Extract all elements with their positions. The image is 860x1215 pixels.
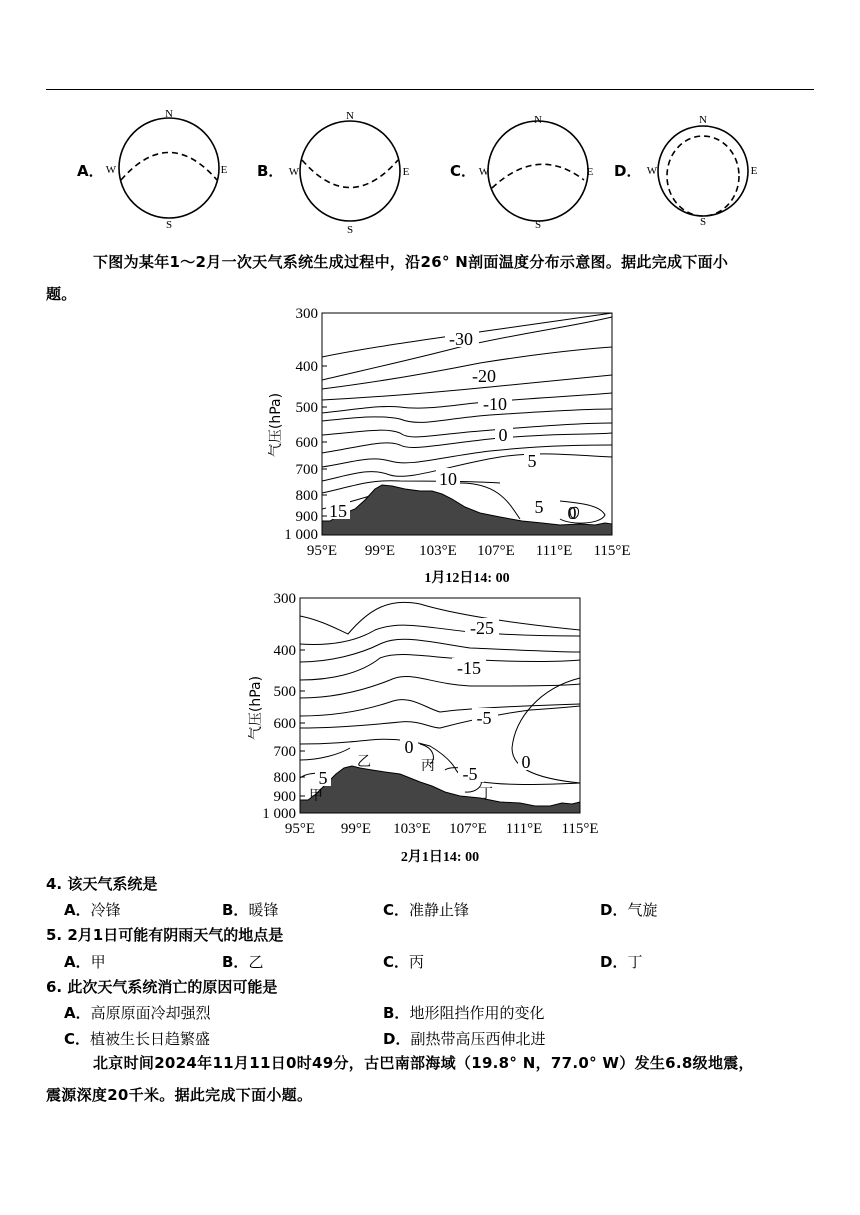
contour-label: 10 bbox=[439, 469, 457, 489]
globe-diagram-a bbox=[106, 108, 228, 231]
y-axis-label: 气压(hPa) bbox=[248, 675, 264, 741]
question-6 bbox=[46, 976, 277, 997]
q4-option-b[interactable]: B．暖锋 bbox=[222, 901, 279, 919]
x-tick: 95°E bbox=[306, 543, 338, 559]
y-tick: 1 000 bbox=[262, 806, 296, 822]
contour-label: 5 bbox=[534, 497, 544, 517]
contour-label: -10 bbox=[483, 394, 507, 414]
y-tick: 800 bbox=[295, 488, 318, 504]
contour-label: 5 bbox=[318, 768, 328, 788]
west-mark: W bbox=[646, 165, 658, 177]
x-tick: 99°E bbox=[364, 543, 396, 559]
x-tick: 111°E bbox=[535, 543, 573, 559]
y-tick: 500 bbox=[273, 684, 296, 700]
x-tick: 111°E bbox=[505, 821, 543, 837]
q4-option-d[interactable]: D．气旋 bbox=[600, 901, 658, 919]
y-tick: 600 bbox=[273, 716, 296, 732]
chart-feb1 bbox=[240, 588, 660, 868]
intro-line-2: 题。 bbox=[46, 285, 77, 303]
x-tick: 95°E bbox=[284, 821, 316, 837]
y-tick: 600 bbox=[295, 435, 318, 451]
contour-label: 0 bbox=[521, 752, 531, 772]
y-tick: 700 bbox=[295, 462, 318, 478]
y-tick: 900 bbox=[295, 509, 318, 525]
sun-path-diagrams bbox=[0, 100, 860, 235]
q5-option-d[interactable]: D．丁 bbox=[600, 953, 643, 971]
y-tick: 500 bbox=[295, 400, 318, 416]
x-tick: 103°E bbox=[393, 821, 431, 837]
y-tick: 900 bbox=[273, 789, 296, 805]
option-b-label[interactable]: B． bbox=[257, 162, 284, 180]
y-axis-label: 气压(hPa) bbox=[268, 392, 284, 458]
east-mark: E bbox=[586, 166, 594, 178]
y-tick: 1 000 bbox=[284, 527, 318, 543]
closing-line-2: 震源深度20千米。据此完成下面小题。 bbox=[46, 1086, 313, 1104]
south-mark: S bbox=[699, 216, 707, 228]
x-tick: 115°E bbox=[561, 821, 599, 837]
north-mark: N bbox=[165, 108, 173, 120]
q6-option-d[interactable]: D．副热带高压西伸北进 bbox=[383, 1030, 546, 1048]
contour-label: -5 bbox=[462, 764, 478, 784]
option-d-label[interactable]: D． bbox=[614, 162, 642, 180]
contour-label: 0 bbox=[498, 425, 508, 445]
chart-jan12 bbox=[260, 305, 655, 590]
header-rule bbox=[46, 89, 814, 90]
east-mark: E bbox=[750, 165, 758, 177]
question-number: 6. bbox=[46, 978, 63, 996]
question-number: 4. bbox=[46, 875, 63, 893]
point-yi: 乙 bbox=[357, 754, 371, 770]
q6-option-a[interactable]: A．高原原面冷却强烈 bbox=[64, 1004, 211, 1022]
east-mark: E bbox=[220, 164, 228, 176]
south-mark: S bbox=[165, 219, 173, 231]
question-text: 2月1日可能有阴雨天气的地点是 bbox=[67, 926, 284, 944]
x-tick: 99°E bbox=[340, 821, 372, 837]
question-4 bbox=[46, 873, 157, 894]
q4-option-c[interactable]: C．准静止锋 bbox=[383, 901, 470, 919]
contour-label: 5 bbox=[527, 451, 537, 471]
x-tick: 107°E bbox=[449, 821, 487, 837]
contour-label: -15 bbox=[457, 658, 481, 678]
point-ding: 丁 bbox=[479, 786, 493, 802]
south-mark: S bbox=[534, 219, 542, 231]
y-tick: 400 bbox=[295, 359, 318, 375]
question-number: 5. bbox=[46, 926, 63, 944]
contour-label: -20 bbox=[472, 366, 496, 386]
x-tick: 103°E bbox=[419, 543, 457, 559]
globe-diagram-d bbox=[647, 114, 758, 228]
question-text: 该天气系统是 bbox=[67, 875, 158, 893]
south-mark: S bbox=[346, 224, 354, 235]
north-mark: N bbox=[699, 114, 707, 126]
contour-label: -5 bbox=[476, 708, 492, 728]
x-tick: 115°E bbox=[593, 543, 631, 559]
contour-label: -25 bbox=[470, 618, 494, 638]
point-jia: 甲 bbox=[309, 788, 323, 804]
chart-title: 1月12日14: 00 bbox=[424, 571, 510, 586]
north-mark: N bbox=[346, 110, 354, 122]
option-a-label[interactable]: A． bbox=[77, 162, 104, 180]
contour-label: 0 bbox=[567, 503, 577, 523]
q5-option-b[interactable]: B．乙 bbox=[222, 953, 264, 971]
y-tick: 400 bbox=[273, 643, 296, 659]
q5-option-a[interactable]: A．甲 bbox=[64, 953, 106, 971]
q6-option-b[interactable]: B．地形阻挡作用的变化 bbox=[383, 1004, 545, 1022]
point-bing: 丙 bbox=[421, 758, 435, 774]
terrain-silhouette bbox=[300, 766, 580, 813]
x-tick: 107°E bbox=[477, 543, 515, 559]
contour-label: -30 bbox=[449, 329, 473, 349]
y-tick: 300 bbox=[295, 306, 318, 322]
option-c-label[interactable]: C． bbox=[450, 162, 477, 180]
q6-option-c[interactable]: C．植被生长日趋繁盛 bbox=[64, 1030, 211, 1048]
chart-title: 2月1日14: 00 bbox=[400, 850, 480, 865]
north-mark: N bbox=[534, 114, 542, 126]
west-mark: W bbox=[105, 164, 117, 176]
y-tick: 700 bbox=[273, 744, 296, 760]
west-mark: W bbox=[478, 166, 490, 178]
globe-diagram-b bbox=[289, 110, 410, 235]
y-tick: 800 bbox=[273, 770, 296, 786]
west-mark: W bbox=[288, 166, 300, 178]
contour-label: 0 bbox=[404, 737, 414, 757]
contour-label: 15 bbox=[329, 501, 347, 521]
intro-line-1: 下图为某年1～2月一次天气系统生成过程中，沿26° N剖面温度分布示意图。据此完成下面小 bbox=[93, 253, 729, 271]
globe-diagram-c bbox=[479, 114, 594, 231]
q5-option-c[interactable]: C．丙 bbox=[383, 953, 425, 971]
q4-option-a[interactable]: A．冷锋 bbox=[64, 901, 121, 919]
east-mark: E bbox=[402, 166, 410, 178]
question-text: 此次天气系统消亡的原因可能是 bbox=[67, 978, 278, 996]
question-5 bbox=[46, 924, 283, 945]
y-tick: 300 bbox=[273, 591, 296, 607]
closing-line-1: 北京时间2024年11月11日0时49分，古巴南部海域（19.8° N，77.0° W）发生6.8级地震， bbox=[93, 1054, 754, 1072]
